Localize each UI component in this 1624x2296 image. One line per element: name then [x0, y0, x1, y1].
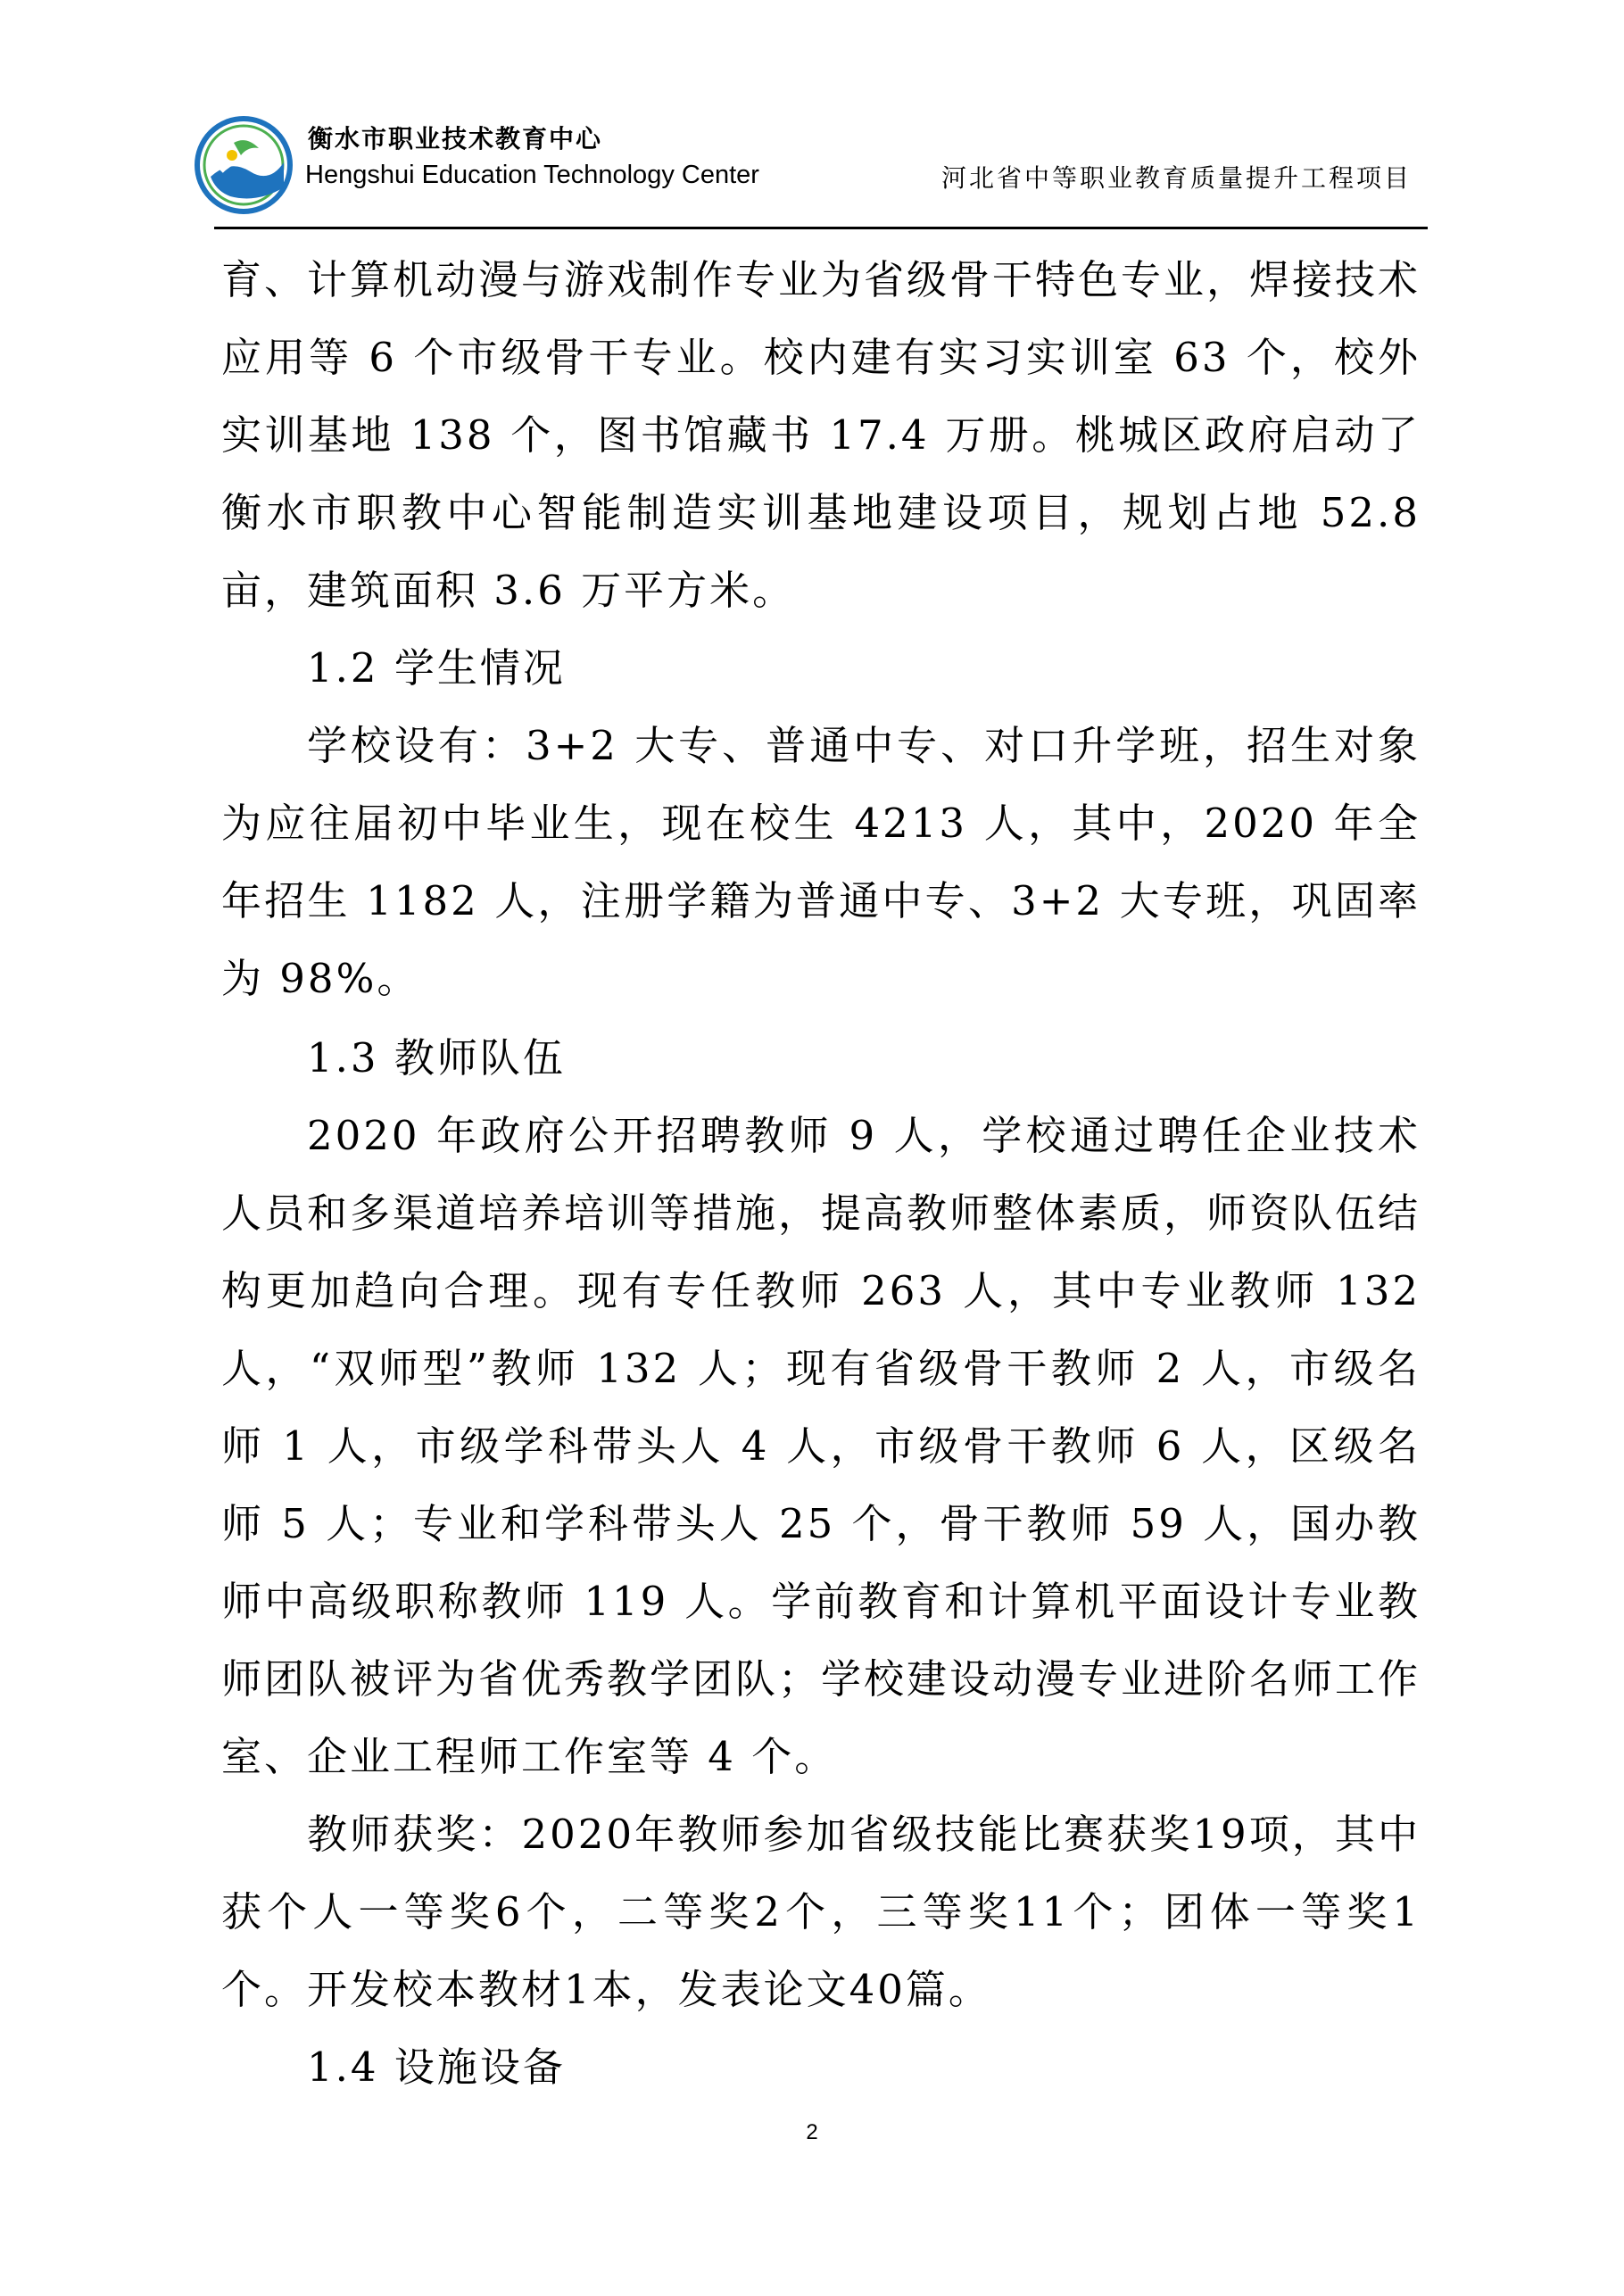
section-heading-students: 1.2 学生情况	[307, 644, 566, 692]
page-number: 2	[806, 2120, 818, 2144]
organization-name-english: Hengshui Education Technology Center	[305, 161, 759, 189]
paragraph-teacher-awards: 教师获奖：2020年教师参加省级技能比赛获奖19项，其中获个人一等奖6个，二等奖2个，三等奖11个；团体一等奖1个。开发校本教材1本，发表论文40篇。	[221, 1811, 1421, 2013]
section-heading-teachers: 1.3 教师队伍	[307, 1034, 566, 1082]
document-body	[221, 241, 1421, 2106]
school-logo-icon	[195, 116, 293, 214]
page-header	[214, 107, 1428, 228]
paragraph-teachers: 2020 年政府公开招聘教师 9 人，学校通过聘任企业技术人员和多渠道培养培训等措施，提高教师整体素质，师资队伍结构更加趋向合理。现有专任教师 263 人，其中专业教师 132 人，“双师型”教师 132 人；现有省级骨干教师 2 人，市级名师 1 人，市级学科带头人 4 人，市级骨干教师 6 人，区级名师 5 人；专业和学科带头人 25 个，骨干教师 59 人，国办教师中高级职称教师 119 人。学前教育和计算机平面设计专业教师团队被评为省优秀教学团队；学校建设动漫专业进阶名师工作室、企业工程师工作室等 4 个。	[221, 1112, 1421, 1780]
organization-name-chinese: 衡水市职业技术教育中心	[308, 124, 603, 153]
project-title: 河北省中等职业教育质量提升工程项目	[940, 163, 1412, 193]
paragraph-students: 学校设有：3+2 大专、普通中专、对口升学班，招生对象为应往届初中毕业生，现在校生 4213 人，其中，2020 年全年招生 1182 人，注册学籍为普通中专、3+2 大专班，巩固率为 98%。	[221, 722, 1421, 1002]
header-divider	[214, 227, 1428, 229]
paragraph-majors-facilities: 育、计算机动漫与游戏制作专业为省级骨干特色专业，焊接技术应用等 6 个市级骨干专业。校内建有实习实训室 63 个，校外实训基地 138 个，图书馆藏书 17.4 万册。桃城区政府启动了衡水市职教中心智能制造实训基地建设项目，规划占地 52.8 亩，建筑面积 3.6 万平方米。	[221, 256, 1421, 614]
section-heading-facilities: 1.4 设施设备	[307, 2043, 566, 2091]
